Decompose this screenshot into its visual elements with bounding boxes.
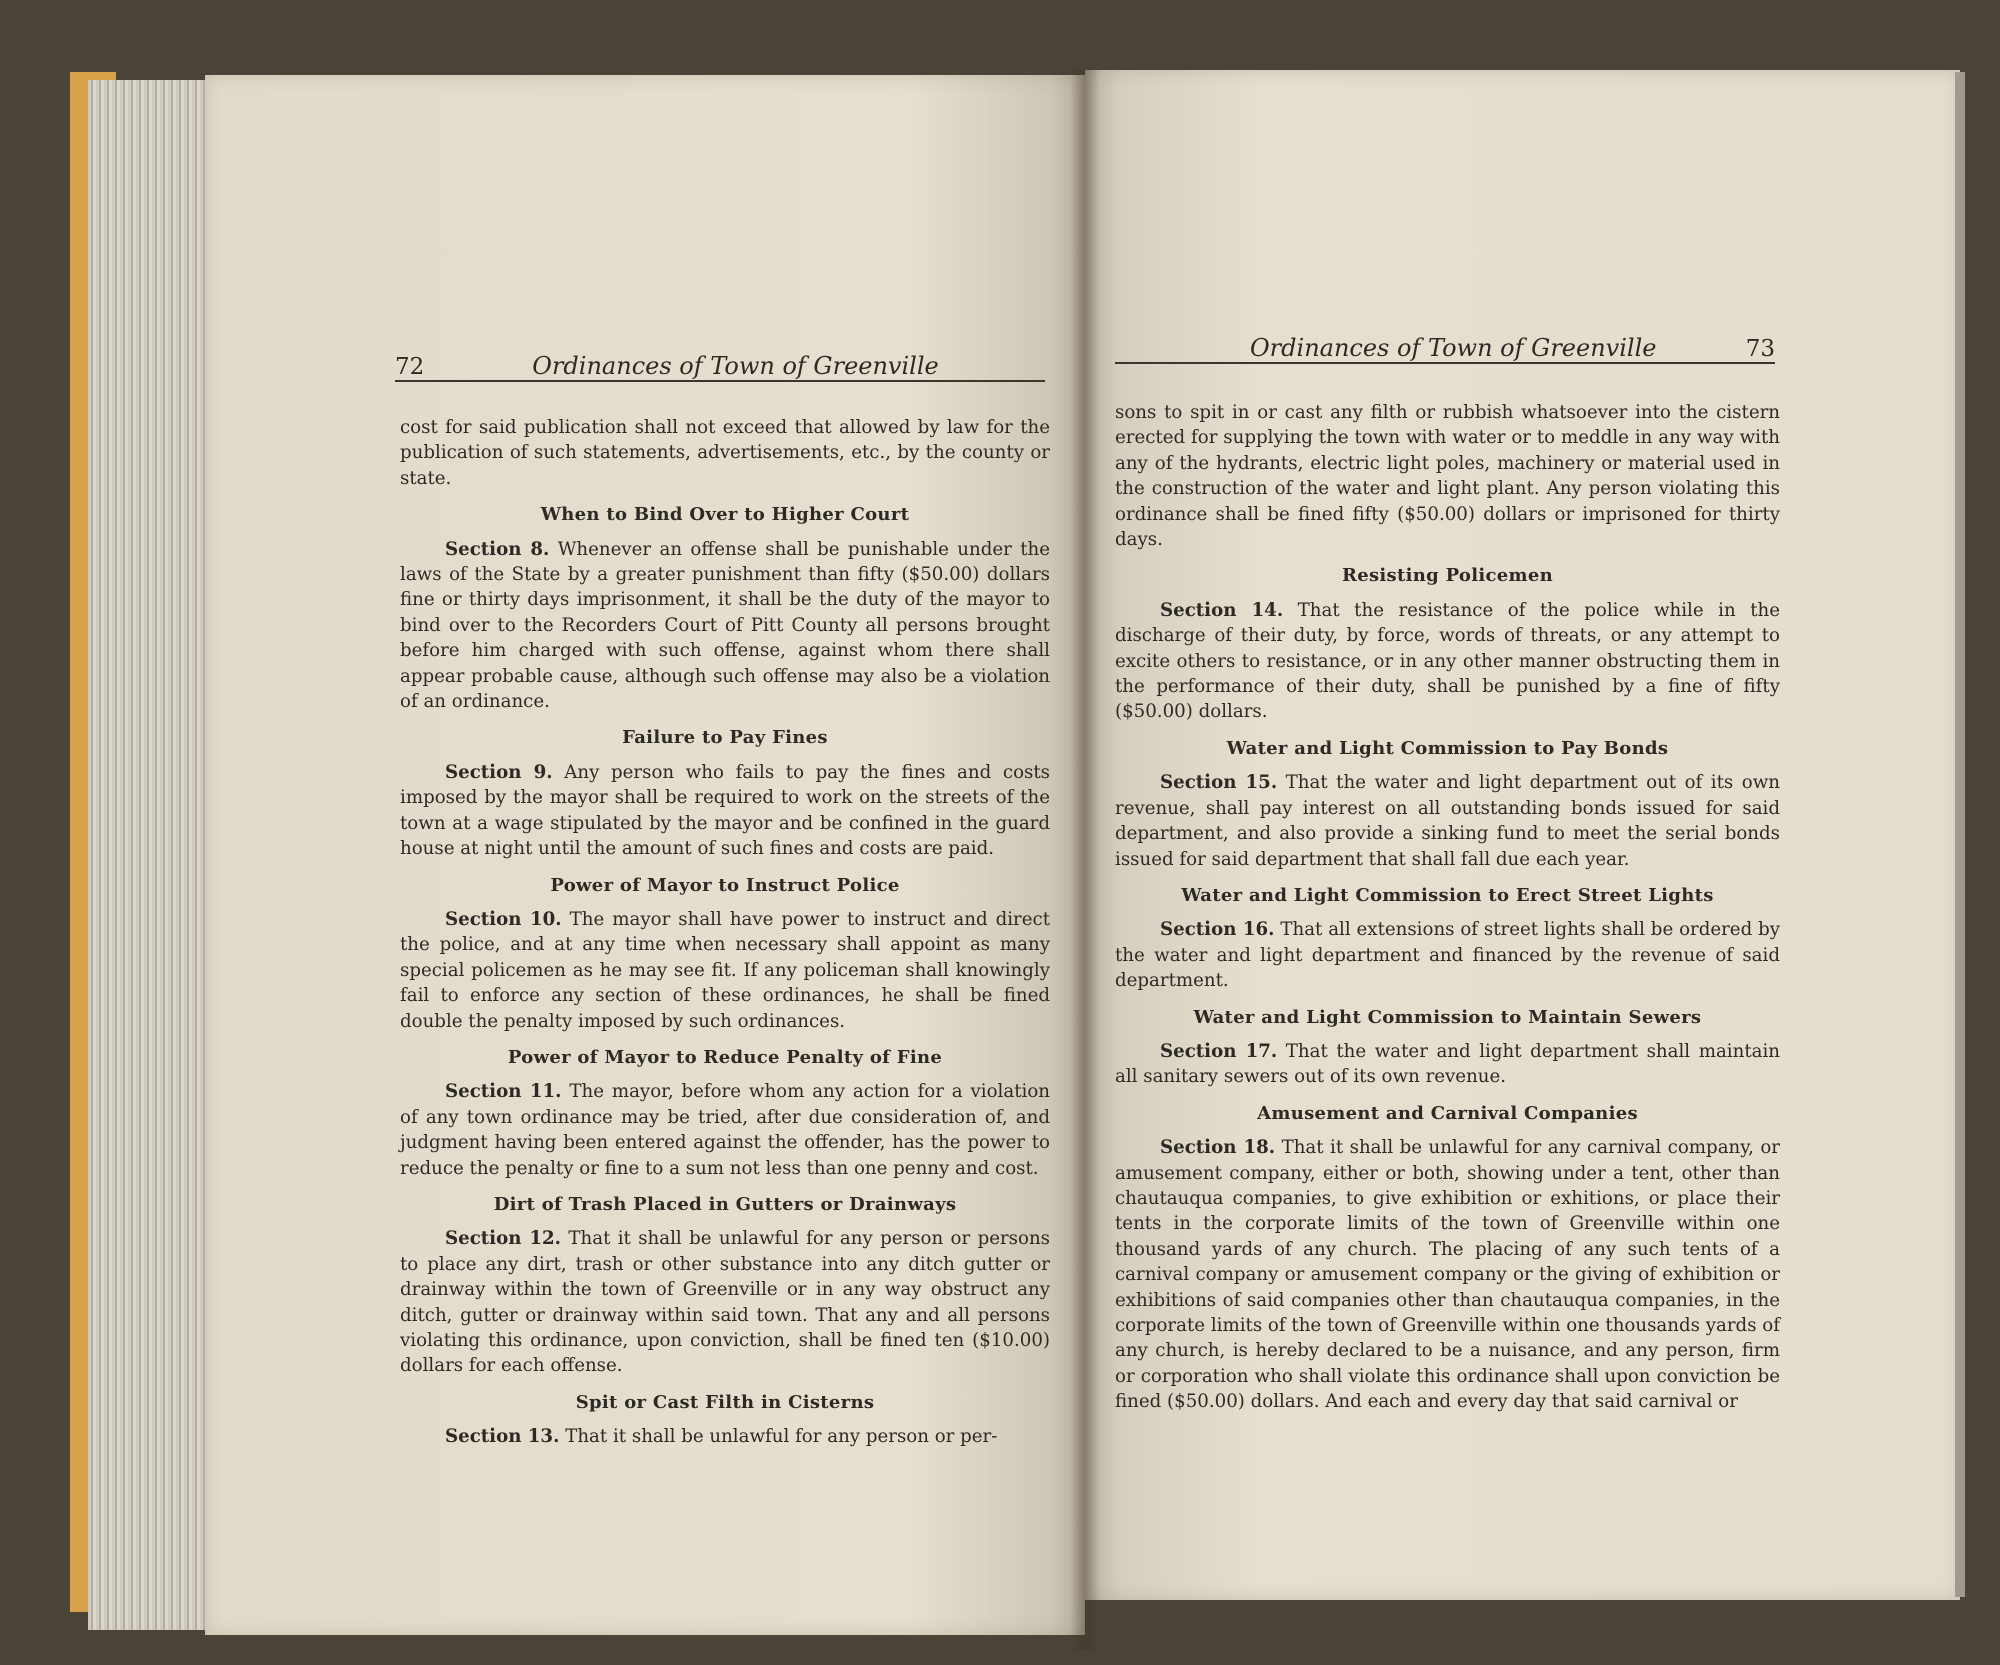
section-heading: Water and Light Commission to Pay Bonds — [1226, 737, 1669, 759]
section-label: Section 9. — [445, 761, 553, 783]
left-opening-text: cost for said publication shall not exceed that allowed by law for the publication of such statements, advertisements, etc., by the county or state. — [400, 417, 1050, 489]
section-label: Section 16. — [1160, 919, 1275, 941]
section-heading: Amusement and Carnival Companies — [1257, 1102, 1638, 1124]
section-label: Section 11. — [445, 1081, 562, 1103]
left-page-number: 72 — [395, 354, 425, 380]
section-text: That it shall be unlawful for any person or per- — [559, 1426, 998, 1448]
section-heading: Failure to Pay Fines — [622, 727, 828, 749]
section-paragraph — [1115, 917, 1780, 993]
section-paragraph — [1115, 1039, 1780, 1090]
section-text: That the water and light department out of its own revenue, shall pay interest on all outstanding bonds issued for said department, and also provide a sinking fund to meet the serial bonds issued for said department that shall fall due each year. — [1115, 772, 1780, 870]
section-heading: Spit or Cast Filth in Cisterns — [575, 1391, 875, 1413]
section-label: Section 18. — [1160, 1137, 1276, 1159]
section-label: Section 13. — [445, 1426, 560, 1448]
section-text: That all extensions of street lights shall be ordered by the water and light department and financed by the revenue of said department. — [1115, 919, 1780, 992]
right-page — [1085, 70, 1960, 1600]
section-paragraph — [400, 907, 1050, 1034]
section-heading: When to Bind Over to Higher Court — [540, 504, 910, 526]
section-paragraph — [400, 1424, 1050, 1449]
section-label: Section 8. — [445, 538, 550, 560]
section-label: Section 15. — [1160, 772, 1278, 794]
section-text: Whenever an offense shall be punishable under the laws of the State by a greater punishment than fifty ($50.00) dollars fine or thirty days imprisonment, it shall be the duty of the mayor to bind over to the Recorders Court of Pitt County all persons brought before him charged with such offense, against whom there shall appear probable cause, although such offense may also be a violation of an ordinance. — [400, 538, 1050, 713]
section-text: Any person who fails to pay the fines and costs imposed by the mayor shall be required to work on the streets of the town at a wage stipulated by the mayor and be confined in the guard house at night until the amount of such fines and costs are paid. — [400, 761, 1050, 860]
section-paragraph — [400, 1226, 1050, 1378]
section-text: That it shall be unlawful for any carnival company, or amusement company, either or both, showing under a tent, other than chautauqua companies, to give exhibition or exhitions, or place their tents in the corporate limits of the town of Greenville within one thousand yards of any church. The placing of any such tents of a carnival company or amusement company or the giving of exhibition or exhibitions of said companies other than chautauqua companies, in the corporate limits of the town of Greenville within one thousands yards of any church, is hereby declared to be a nuisance, and any person, firm or corporation who shall violate this ordinance shall upon conviction be fined ($50.00) dollars. And each and every day that said carnival or — [1115, 1137, 1780, 1413]
left-page — [205, 75, 1085, 1635]
section-heading: Dirt of Trash Placed in Gutters or Drainways — [493, 1193, 957, 1215]
section-label: Section 12. — [445, 1228, 562, 1250]
left-page-content — [400, 415, 1050, 1450]
page-stack — [88, 80, 220, 1630]
book-right-edge — [1955, 72, 1965, 1597]
section-label: Section 14. — [1160, 599, 1284, 621]
section-heading: Resisting Policemen — [1341, 565, 1554, 587]
section-label: Section 10. — [445, 908, 562, 930]
section-paragraph — [400, 537, 1050, 715]
left-running-title: Ordinances of Town of Greenville — [532, 352, 939, 380]
section-heading: Power of Mayor to Instruct Police — [550, 874, 900, 896]
section-heading: Water and Light Commission to Erect Street Lights — [1181, 884, 1714, 906]
right-page-number: 73 — [1745, 336, 1775, 362]
section-heading: Power of Mayor to Reduce Penalty of Fine — [507, 1046, 943, 1068]
right-page-header — [1115, 320, 1775, 364]
section-text: The mayor shall have power to instruct and direct the police, and at any time when necessary shall appoint as many special policemen as he may see fit. If any policeman shall knowingly fail to enforce any section of these ordinances, he shall be fined double the penalty imposed by such ordinances. — [400, 908, 1051, 1032]
book-gutter — [1070, 70, 1100, 1650]
right-running-title: Ordinances of Town of Greenville — [1250, 334, 1657, 362]
section-text: That the water and light department shall maintain all sanitary sewers out of its own revenue. — [1115, 1040, 1780, 1088]
left-page-header — [395, 340, 1045, 382]
section-text: The mayor, before whom any action for a violation of any town ordinance may be tried, after due consideration of, and judgment having been entered against the offender, has the power to reduce the penalty or fine to a sum not less than one penny and cost. — [400, 1081, 1050, 1179]
right-opening-text: sons to spit in or cast any filth or rubbish whatsoever into the cistern erected for supplying the town with water or to meddle in any way with any of the hydrants, electric light poles, machinery or material used in the construction of the water and light plant. Any person violating this ordinance shall be fined fifty ($50.00) dollars or imprisoned for thirty days. — [1115, 402, 1780, 551]
section-paragraph — [1115, 770, 1780, 872]
section-paragraph — [400, 760, 1050, 862]
section-paragraph — [1115, 1135, 1780, 1414]
section-label: Section 17. — [1160, 1040, 1278, 1062]
section-paragraph — [400, 1079, 1050, 1181]
section-text: That it shall be unlawful for any person or persons to place any dirt, trash or other substance into any ditch gutter or drainway within the town of Greenville or in any way obstruct any ditch, gutter or drainway within said town. That any and all persons violating this ordinance, upon conviction, shall be fined ten ($10.00) dollars for each offense. — [400, 1228, 1050, 1377]
section-heading: Water and Light Commission to Maintain Sewers — [1193, 1006, 1702, 1028]
section-text: That the resistance of the police while in the discharge of their duty, by force, words of threats, or any attempt to excite others to resistance, or in any other manner obstructing them in the performance of their duty, shall be punished by a fine of fifty ($50.00) dollars. — [1115, 599, 1780, 723]
right-page-content — [1115, 400, 1780, 1415]
section-paragraph — [1115, 598, 1780, 725]
